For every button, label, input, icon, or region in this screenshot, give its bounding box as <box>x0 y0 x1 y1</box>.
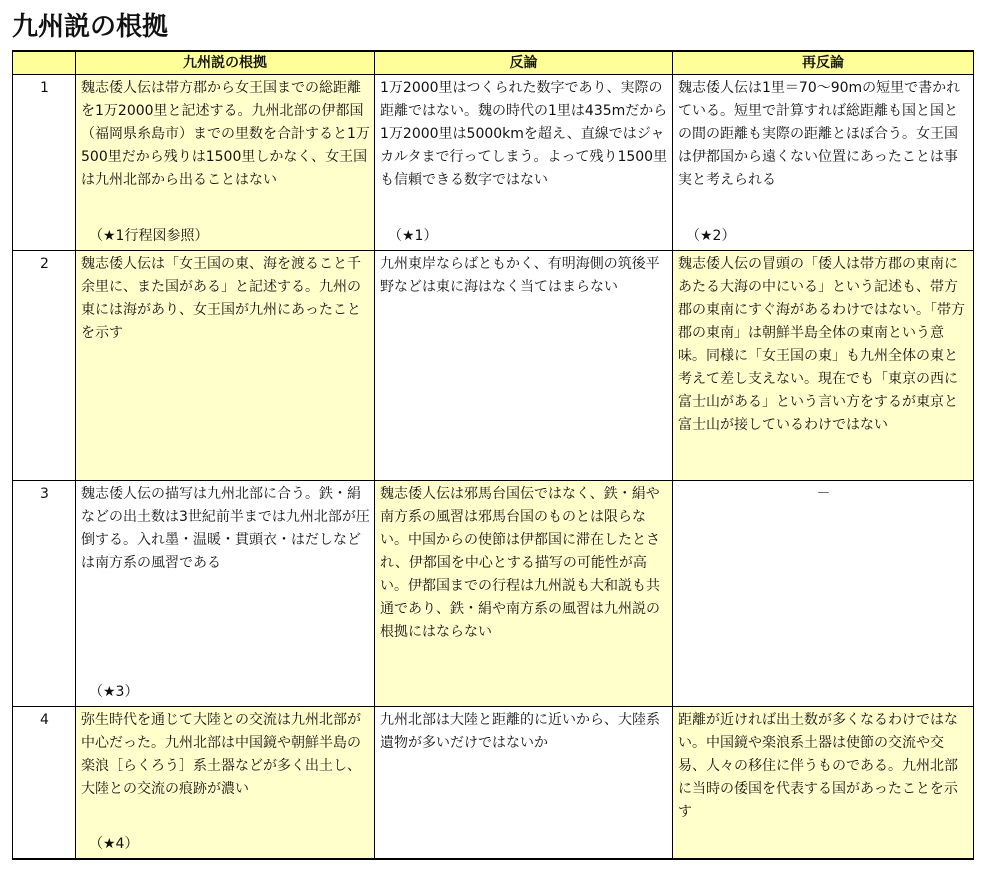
row-number: 2 <box>13 251 76 481</box>
header-counter-rebuttal: 再反論 <box>673 51 974 75</box>
header-number <box>13 51 76 75</box>
table-row <box>13 75 974 251</box>
reference-note: （★1行程図参照） <box>89 228 209 244</box>
counter-rebuttal-cell <box>673 75 974 251</box>
counter-rebuttal-cell <box>673 707 974 860</box>
reference-note: （★2） <box>686 228 736 244</box>
rebuttal-text: 九州北部は大陸と距離的に近いから、大陸系遺物が多いだけではないか <box>380 712 660 751</box>
rebuttal-cell <box>375 707 673 860</box>
table-row <box>13 481 974 707</box>
reference-note: （★3） <box>89 684 139 700</box>
header-rebuttal: 反論 <box>375 51 673 75</box>
header-basis: 九州説の根拠 <box>76 51 375 75</box>
table-row <box>13 251 974 481</box>
basis-text: 魏志倭人伝の描写は九州北部に合う。鉄・絹などの出土数は3世紀前半までは九州北部が圧倒する。入れ墨・温暖・貫頭衣・はだしなどは南方系の風習である <box>81 486 370 571</box>
basis-text: 魏志倭人伝は「女王国の東、海を渡ること千余里に、また国がある」と記述する。九州の東には海があり、女王国が九州にあったことを示す <box>81 256 361 341</box>
rebuttal-text: 九州東岸ならばともかく、有明海側の筑後平野などは東に海はなく当てはまらない <box>380 256 660 295</box>
basis-cell <box>76 75 375 251</box>
reference-note: （★4） <box>89 836 139 852</box>
counter-rebuttal-text: 距離が近ければ出土数が多くなるわけではない。中国鏡や楽浪系土器は使節の交流や交易、人々の移住に伴うものである。九州北部に当時の倭国を代表する国があったことを示す <box>678 712 958 820</box>
reference-note: （★1） <box>388 228 438 244</box>
basis-cell <box>76 707 375 860</box>
rebuttal-cell <box>375 251 673 481</box>
basis-text: 弥生時代を通じて大陸との交流は九州北部が中心だった。九州北部は中国鏡や朝鮮半島の楽浪［らくろう］系土器などが多く出土し、大陸との交流の痕跡が濃い <box>81 712 361 797</box>
counter-rebuttal-cell: － <box>673 481 974 707</box>
basis-text: 魏志倭人伝は帯方郡から女王国までの総距離を1万2000里と記述する。九州北部の伊都国（福岡県糸島市）までの里数を合計すると1万500里だから残りは1500里しかなく、女王国は九州北部から出ることはない <box>81 80 370 188</box>
rebuttal-cell <box>375 75 673 251</box>
comparison-table <box>12 50 974 860</box>
page-title: 九州説の根拠 <box>12 12 169 42</box>
table-row <box>13 707 974 860</box>
rebuttal-text: 1万2000里はつくられた数字であり、実際の距離ではない。魏の時代の1里は435mだから1万2000里は5000kmを超え、直線ではジャカルタまで行ってしまう。よって残り1500里も信頼できる数字ではない <box>380 80 668 188</box>
basis-cell <box>76 251 375 481</box>
table-header-row <box>13 51 974 75</box>
rebuttal-text: 魏志倭人伝は邪馬台国伝ではなく、鉄・絹や南方系の風習は邪馬台国のものとは限らない。中国からの使節は伊都国に滞在したとされ、伊都国を中心とする描写の可能性が高い。伊都国までの行程は九州説も大和説も共通であり、鉄・絹や南方系の風習は九州説の根拠にはならない <box>380 486 660 640</box>
row-number: 1 <box>13 75 76 251</box>
counter-rebuttal-text: 魏志倭人伝の冒頭の「倭人は帯方郡の東南にあたる大海の中にいる」という記述も、帯方郡の東南にすぐ海があるわけではない。「帯方郡の東南」は朝鮮半島全体の東南という意味。同様に「女王国の東」も九州全体の東と考えて差し支えない。現在でも「東京の西に富士山がある」という言い方をするが東京と富士山が接しているわけではない <box>678 256 965 433</box>
counter-rebuttal-cell <box>673 251 974 481</box>
rebuttal-cell <box>375 481 673 707</box>
row-number: 4 <box>13 707 76 860</box>
basis-cell <box>76 481 375 707</box>
row-number: 3 <box>13 481 76 707</box>
counter-rebuttal-text: 魏志倭人伝は1里＝70～90mの短里で書かれている。短里で計算すれば総距離も国と国との間の距離も実際の距離とほぼ合う。女王国は伊都国から遠くない位置にあったことは事実と考えられる <box>678 80 961 188</box>
